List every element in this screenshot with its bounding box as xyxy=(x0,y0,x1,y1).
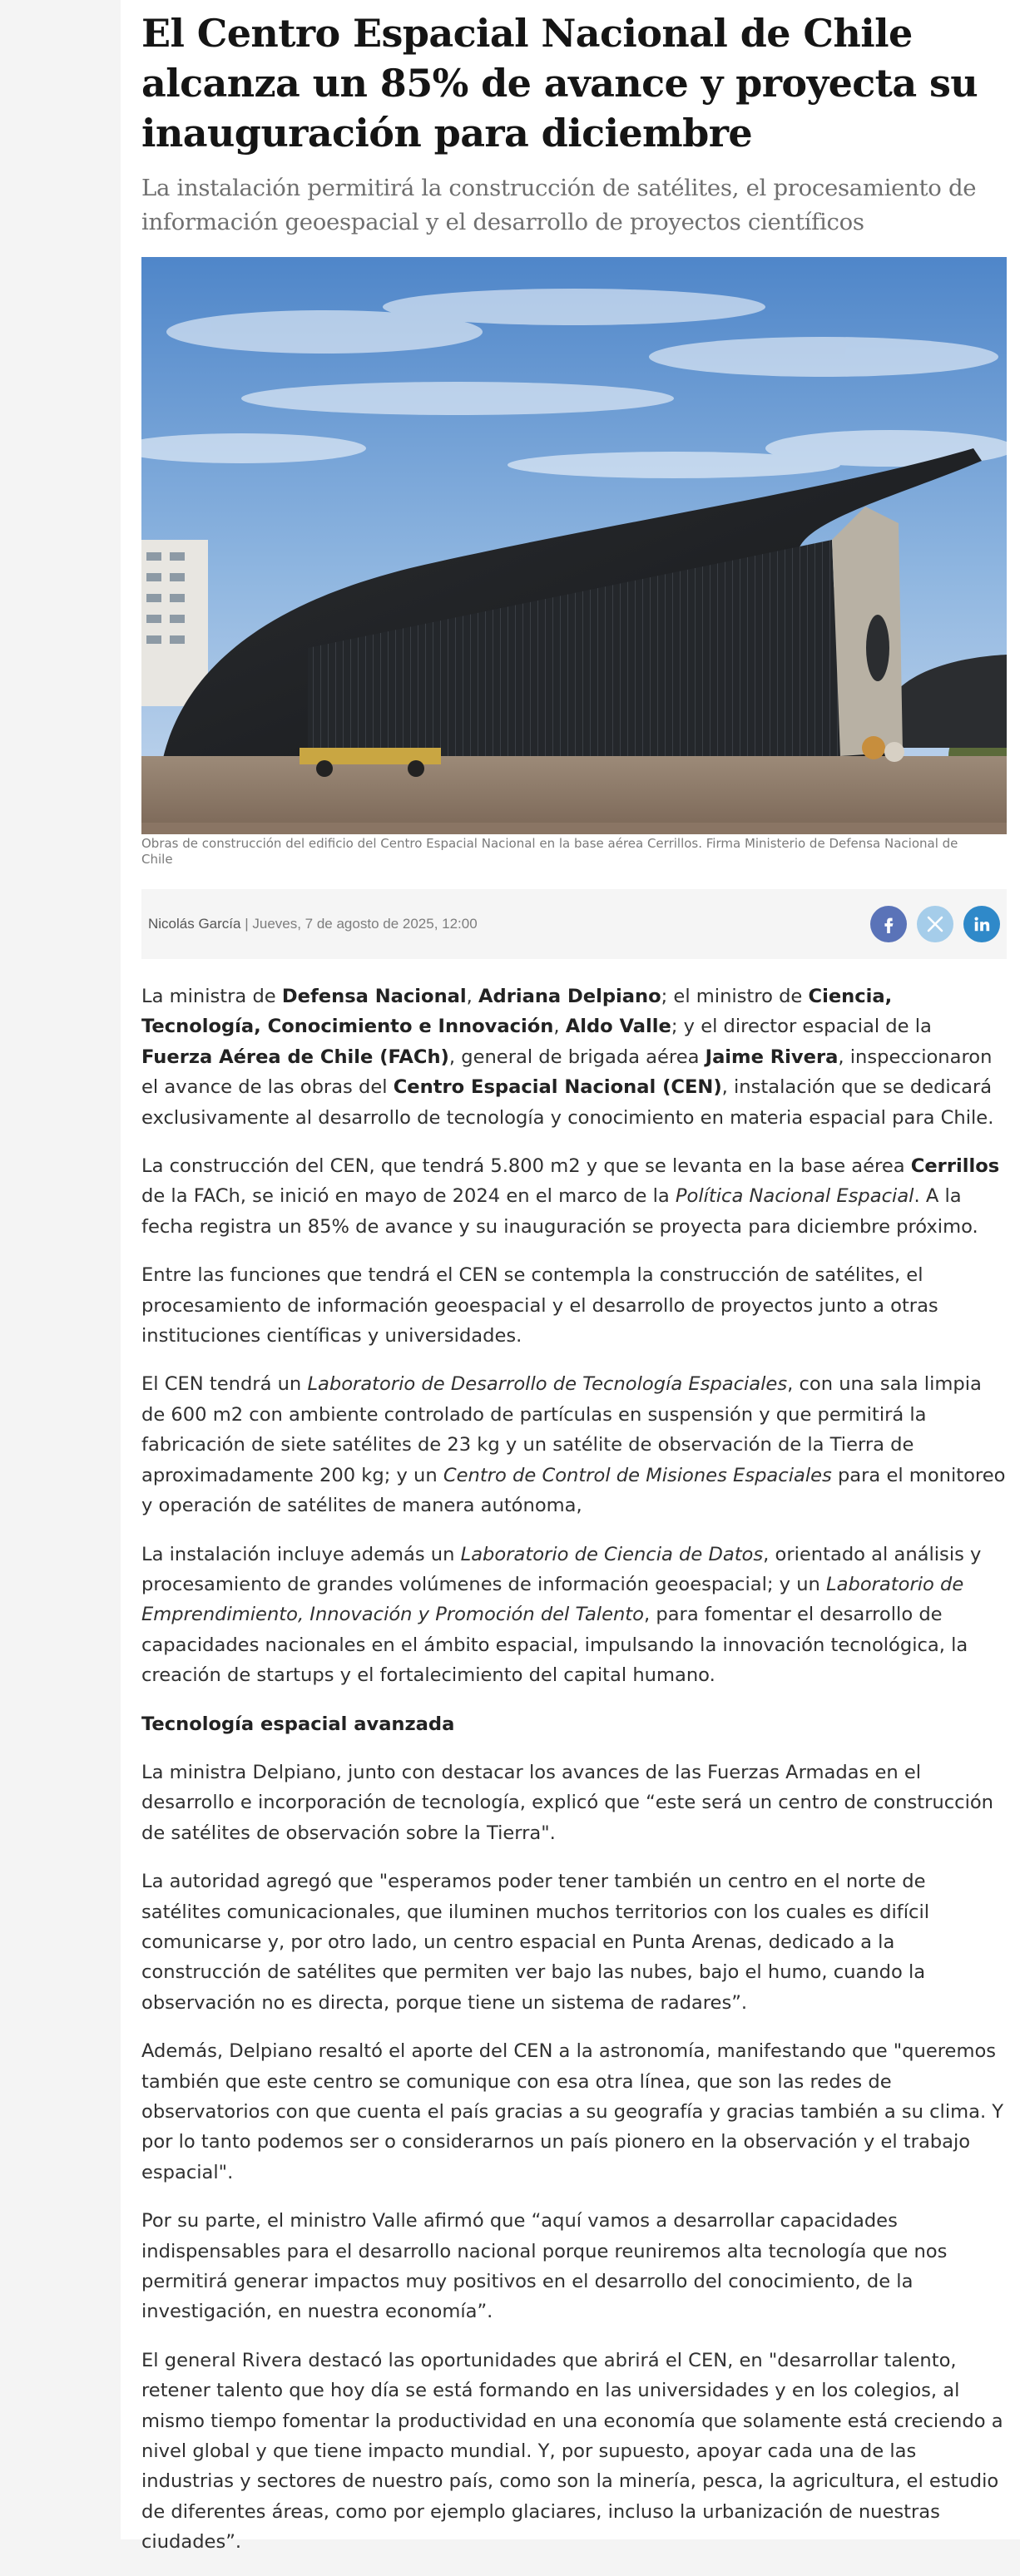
paragraph: El general Rivera destacó las oportunidades que abrirá el CEN, en "desarrollar talento, retener talento que hoy día se está formando en las universidades y en los colegios, al mismo tiempo fomentar la productividad en una economía que solamente está creciendo a nivel global y que tiene impacto mundial. Y, por supuesto, apoyar cada una de las industrias y sectores de nuestro país, como son la minería, pesca, la agricultura, el estudio de diferentes áreas, como por ejemplo glaciares, incluso la urbanización de nuestras ciudades”. xyxy=(141,2349,1003,2554)
byline-separator: | xyxy=(240,916,253,932)
article-figure xyxy=(141,257,1007,868)
image-caption: Obras de construcción del edificio del Centro Espacial Nacional en la base aérea Cerrillos. Firma Ministerio de Defensa Nacional de Chile xyxy=(141,836,958,867)
paragraph: Por su parte, el ministro Valle afirmó que “aquí vamos a desarrollar capacidades indispensables para el desarrollo nacional porque reuniremos alta tecnología que nos permitirá generar impactos muy positivos en el desarrollo del conocimiento, de la investigación, en nuestra economía”. xyxy=(141,2210,948,2323)
author-name[interactable]: Nicolás García xyxy=(148,916,241,932)
article-photo[interactable] xyxy=(141,257,1007,834)
share-x-button[interactable] xyxy=(917,906,953,942)
share-facebook-button[interactable] xyxy=(870,906,907,942)
page-content xyxy=(121,0,1020,2554)
article-subtitle: La instalación permitirá la construcción de satélites, el procesamiento de información geoespacial y el desarrollo de proyectos científicos xyxy=(141,175,977,235)
paragraph: La ministra de Defensa Nacional, Adriana Delpiano; el ministro de Ciencia, Tecnología, Conocimiento e Innovación, Aldo Valle; y el director espacial de la Fuerza Aérea de Chile (FACh), general de brigada aérea Jaime Rivera, inspeccionaron el avance de las obras del Centro Espacial Nacional (CEN), instalación que se dedicará exclusivamente al desarrollo de tecnología y conocimiento en materia espacial para Chile. xyxy=(141,986,994,1129)
facebook-icon xyxy=(879,915,898,933)
article-title: El Centro Espacial Nacional de Chile alcanza un 85% de avance y proyecta su inauguración para diciembre xyxy=(141,11,978,156)
paragraph: La ministra Delpiano, junto con destacar los avances de las Fuerzas Armadas en el desarrollo e incorporación de tecnología, explicó que “este será un centro de construcción de satélites de observación sobre la Tierra". xyxy=(141,1761,993,1844)
paragraph: La instalación incluye además un Laboratorio de Ciencia de Datos, orientado al análisis y procesamiento de grandes volúmenes de información geoespacial; y un Laboratorio de Emprendimiento, Innovación y Promoción del Talento, para fomentar el desarrollo de capacidades nacionales en el ámbito espacial, impulsando la innovación tecnológica, la creación de startups y el fortalecimiento del capital humano. xyxy=(141,1543,982,1687)
share-linkedin-button[interactable] xyxy=(963,906,1000,942)
article xyxy=(141,0,1007,2576)
x-icon xyxy=(925,914,945,934)
paragraph: El CEN tendrá un Laboratorio de Desarrollo de Tecnología Espaciales, con una sala limpia de 600 m2 con ambiente controlado de partículas en suspensión y que permitirá la fabricación de siete satélites de 23 kg y un satélite de observación de la Tierra de aproximadamente 200 kg; y un Centro de Control de Misiones Espaciales para el monitoreo y operación de satélites de manera autónoma, xyxy=(141,1373,1006,1517)
article-body xyxy=(141,981,1007,2558)
paragraph: Además, Delpiano resaltó el aporte del CEN a la astronomía, manifestando que "queremos también que este centro se comunique con esa otra línea, que son las redes de observatorios con que cuenta el país gracias a su geografía y gracias también a su clima. Y por lo tanto podemos ser o considerarnos un país pionero en la observación y el trabajo espacial". xyxy=(141,2040,1004,2183)
paragraph: La construcción del CEN, que tendrá 5.800 m2 y que se levanta en la base aérea Cerrillos de la FACh, se inició en mayo de 2024 en el marco de la Política Nacional Espacial. A la fecha registra un 85% de avance y su inauguración se proyecta para diciembre próximo. xyxy=(141,1155,1000,1238)
byline xyxy=(148,916,478,932)
share-buttons xyxy=(870,906,1000,942)
article-meta-bar xyxy=(141,889,1007,959)
linkedin-icon xyxy=(973,915,991,933)
paragraph: La autoridad agregó que "esperamos poder tener también un centro en el norte de satélites comunicacionales, que iluminen muchos territorios con los cuales es difícil comunicarse y, por otro lado, un centro espacial en Punta Arenas, dedicado a la construcción de satélites que permiten ver bajo las nubes, bajo el humo, cuando la observación no es directa, porque tiene un sistema de radares”. xyxy=(141,1871,929,2014)
paragraph: Entre las funciones que tendrá el CEN se contempla la construcción de satélites, el procesamiento de información geoespacial y el desarrollo de proyectos junto a otras instituciones científicas y universidades. xyxy=(141,1264,938,1347)
publish-date: Jueves, 7 de agosto de 2025, 12:00 xyxy=(252,916,478,932)
section-heading: Tecnología espacial avanzada xyxy=(141,1713,455,1735)
